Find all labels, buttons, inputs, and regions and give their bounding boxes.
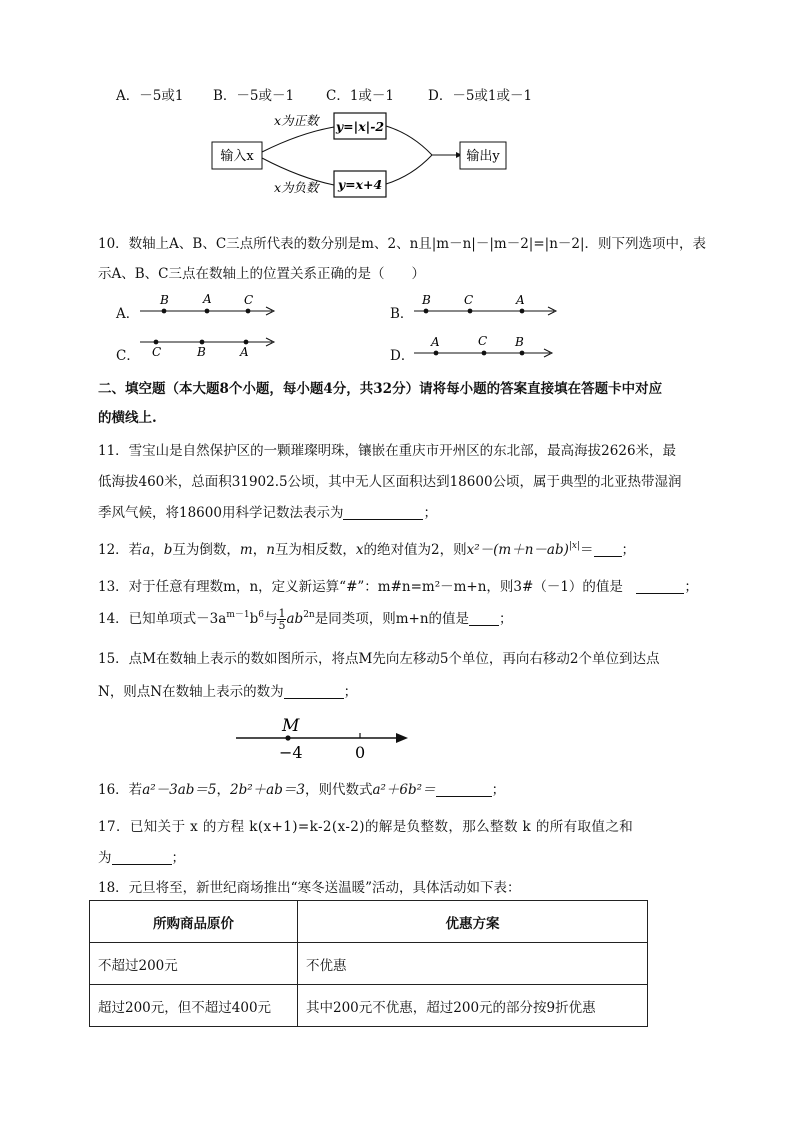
q14-text-a: 14．已知单项式－3a <box>98 611 227 627</box>
q15-answer-blank[interactable] <box>284 684 344 699</box>
q13-line <box>98 575 698 595</box>
q16-text-a: 16．若 <box>98 782 143 798</box>
table-header-original-price: 所购商品原价 <box>90 901 298 943</box>
flowchart-negative-label: x为负数 <box>274 180 319 195</box>
q10a-point-c <box>246 309 251 314</box>
q14-fraction-num: 1 <box>278 607 286 620</box>
q11-line2: 低海拔460米，总面积31902.5公顷，其中无人区面积达到18600公顷，属于典型的北亚热带湿润 <box>98 474 682 490</box>
q10a-label-a: A <box>203 292 212 306</box>
q12-line <box>98 538 635 558</box>
q15-line2-text: N，则点N在数轴上表示的数为 <box>98 684 284 700</box>
q10d-label-b: B <box>515 335 524 349</box>
q10-line1: 10．数轴上A、B、C三点所代表的数分别是m、2、n且|m－n|－|m－2|=|n－2|．则下列选项中，表 <box>98 236 707 252</box>
q15-numberline <box>234 712 414 764</box>
q15-end-punct: ； <box>343 684 358 700</box>
q10c-label-c: C <box>152 345 162 359</box>
q10d-label-c: C <box>478 334 488 348</box>
promo-table <box>89 900 648 1027</box>
q17-answer-blank[interactable] <box>112 850 172 865</box>
q18-line: 18．元旦将至，新世纪商场推出“寒冬送温暖”活动，具体活动如下表： <box>98 880 521 896</box>
q10b-label-a: A <box>516 293 525 307</box>
q10a-label-c: C <box>244 293 254 307</box>
q9-option-a: A．－5或1 <box>116 88 184 104</box>
flowchart <box>200 108 520 200</box>
q10c-label-b: B <box>197 345 206 359</box>
q10-option-d-numberline <box>412 334 562 360</box>
q10-option-b-numberline <box>412 292 562 318</box>
section2-heading-line1: 二、填空题（本大题8个小题，每小题4分，共32分）请将每小题的答案直接填在答题卡中对应 <box>98 381 663 397</box>
q14-fraction-den: 5 <box>278 619 286 632</box>
q17-end-punct: ； <box>171 850 185 866</box>
q12-var-n: n <box>266 542 275 558</box>
flowchart-positive-label: x为正数 <box>274 113 319 128</box>
q10c-point-a <box>244 340 249 345</box>
q12-exponent: |x| <box>568 541 581 551</box>
q9-option-c: C．1或－1 <box>326 88 395 104</box>
q13-end-punct: ； <box>684 579 698 595</box>
q12-text-d: ， <box>252 542 267 558</box>
q14-exp-b: 6 <box>258 610 264 620</box>
table-row <box>90 985 648 1027</box>
q15-label-neg4: −4 <box>279 743 303 762</box>
q14-text-c: 与 <box>263 611 278 627</box>
q10c-point-b <box>200 340 205 345</box>
q10c-label-a: A <box>240 345 249 359</box>
q10b-point-a <box>520 309 525 314</box>
q16-text-c: ，则代数式 <box>304 782 373 798</box>
q10b-point-b <box>424 309 429 314</box>
table-cell: 不超过200元 <box>90 943 298 985</box>
q10a-label-b: B <box>160 293 169 307</box>
q12-var-a: a <box>142 542 151 558</box>
flowchart-branch-top <box>262 127 334 152</box>
q10c-point-c <box>154 340 159 345</box>
q12-answer-blank[interactable] <box>594 542 622 557</box>
q12-text-f: 的绝对值为2，则 <box>363 542 467 558</box>
q12-var-m: m <box>239 542 253 558</box>
q16-eq1: a²－3ab＝5 <box>142 782 217 798</box>
q9-option-b: B．－5或－1 <box>213 88 295 104</box>
q10b-label-b: B <box>422 293 431 307</box>
q12-text-b: ， <box>150 542 164 558</box>
q15-line1: 15．点M在数轴上表示的数如图所示，将点M先向左移动5个单位，再向右移动2个单位到达点 <box>98 651 660 667</box>
q11-end-punct: ； <box>423 505 437 521</box>
q9-option-d: D．－5或1或－1 <box>428 88 533 104</box>
q12-text-e: 互为相反数， <box>274 542 356 558</box>
q17-line2-text: 为 <box>98 850 112 866</box>
q10a-point-a <box>205 309 210 314</box>
q10a-point-b <box>162 309 167 314</box>
q10d-label-a: A <box>431 335 440 349</box>
q14-line <box>98 607 513 631</box>
q10-option-a-label: A． <box>116 306 140 322</box>
flowchart-merge-top <box>386 126 432 155</box>
q15-point-m <box>285 735 290 740</box>
q14-text-e: 是同类项，则m+n的值是 <box>314 611 470 627</box>
q15-label-0: 0 <box>355 743 366 762</box>
q11-line3-text: 季风气候，将18600用科学记数法表示为 <box>98 505 344 521</box>
q10d-point-b <box>520 351 525 356</box>
table-cell: 超过200元，但不超过400元 <box>90 985 298 1027</box>
q12-var-b: b <box>163 542 173 558</box>
flowchart-formula-top: y=|x|-2 <box>335 119 385 134</box>
q13-answer-blank[interactable] <box>636 579 684 594</box>
q12-expression: x²－(m＋n－ab) <box>466 542 569 558</box>
q10-option-d-label: D． <box>390 348 415 364</box>
flowchart-input-label: 输入x <box>220 149 254 164</box>
q14-end-punct: ； <box>499 611 513 627</box>
q11-line1: 11．雪宝山是自然保护区的一颗璀璨明珠，镶嵌在重庆市开州区的东北部，最高海拔2626米，最 <box>98 443 677 459</box>
q17-line2 <box>98 846 185 866</box>
q11-answer-blank[interactable] <box>343 505 423 520</box>
q10b-point-c <box>468 309 473 314</box>
flowchart-merge-bottom <box>386 155 432 184</box>
flowchart-formula-bottom: y=x+4 <box>337 177 383 192</box>
table-header-discount-plan: 优惠方案 <box>298 901 648 943</box>
q10d-point-c <box>482 351 487 356</box>
q10-option-b-label: B． <box>390 306 414 322</box>
q14-text-b: b <box>249 611 259 627</box>
q16-answer-blank[interactable] <box>436 782 492 797</box>
q10-option-c-numberline <box>138 333 280 359</box>
q16-line <box>98 778 505 798</box>
table-header-row <box>90 901 648 943</box>
table-cell: 其中200元不优惠，超过200元的部分按9折优惠 <box>298 985 648 1027</box>
q14-answer-blank[interactable] <box>469 611 499 626</box>
q11-line3 <box>98 501 437 521</box>
q13-text: 13．对于任意有理数m，n，定义新运算“#”：m#n=m²－m+n，则3#（－1）的值是 <box>98 579 623 595</box>
q10b-label-c: C <box>464 293 474 307</box>
flowchart-output-label: 输出y <box>466 149 500 164</box>
q15-label-m: M <box>282 716 300 736</box>
table-cell: 不优惠 <box>298 943 648 985</box>
table-row <box>90 943 648 985</box>
section2-heading-line2: 的横线上. <box>98 410 157 426</box>
q14-text-d: ab <box>286 611 304 627</box>
q12-equals: ＝ <box>580 542 594 558</box>
q16-text-b: ， <box>216 782 231 798</box>
q14-exp-d: 2n <box>303 610 315 620</box>
q12-text-a: 12．若 <box>98 542 143 558</box>
q15-line2 <box>98 680 357 700</box>
q10-option-a-numberline <box>138 292 280 318</box>
q16-eq2: 2b²＋ab＝3 <box>230 782 305 798</box>
q12-end-punct: ； <box>621 542 636 558</box>
q12-text-c: 互为倒数， <box>172 542 240 558</box>
q10-line2: 示A、B、C三点在数轴上的位置关系正确的是（ ） <box>98 266 425 282</box>
q16-end-punct: ； <box>491 782 506 798</box>
q17-line1: 17．已知关于 x 的方程 k(x+1)=k-2(x-2)的解是负整数，那么整数 k 的所有取值之和 <box>98 819 634 835</box>
q12-var-x: x <box>355 542 364 558</box>
q10d-point-a <box>434 351 439 356</box>
q10-option-c-label: C． <box>116 348 140 364</box>
q16-expression: a²＋6b²＝ <box>372 782 436 798</box>
q14-exp-a: m－1 <box>226 610 250 620</box>
